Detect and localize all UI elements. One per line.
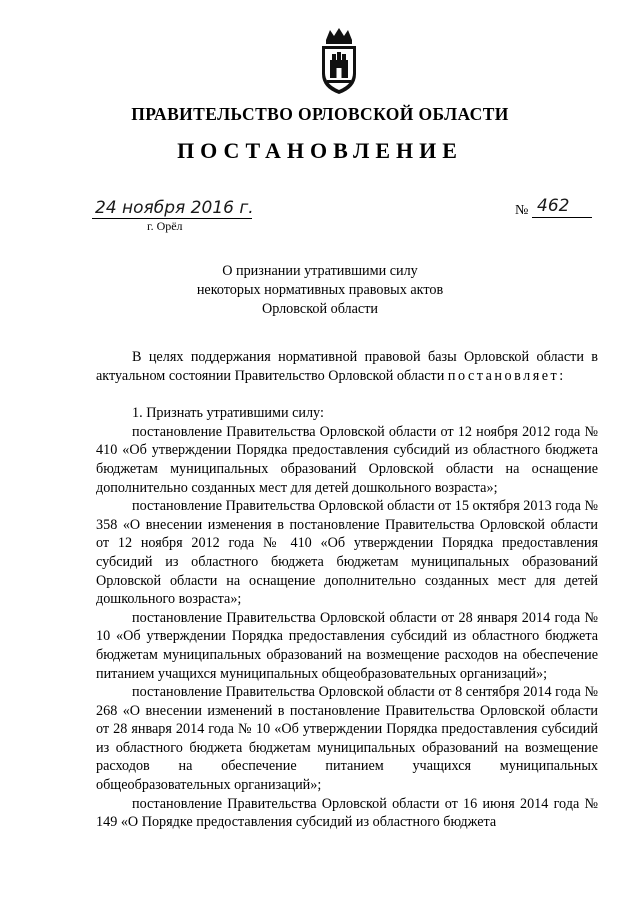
coat-of-arms-emblem bbox=[318, 26, 360, 96]
act-paragraph: постановление Правительства Орловской области от 16 июня 2014 года № 149 «О Порядке предоставления субсидий из областного бюджета bbox=[96, 795, 598, 831]
organization-title: ПРАВИТЕЛЬСТВО ОРЛОВСКОЙ ОБЛАСТИ bbox=[131, 104, 509, 124]
act-paragraph: постановление Правительства Орловской области от 15 октября 2013 года № 358 «О внесении изменения в постановление Правительства Орловской области от 12 ноября 2012 года № 410 «Об утверждении Порядка предоставления субсидий из областного бюджета бюджетам муниципальных образований Орловской области на оснащение дополнительно созданных мест для детей дошкольного возраста»; bbox=[96, 498, 598, 608]
subject-line: некоторых нормативных правовых актов bbox=[196, 282, 444, 298]
item-1: 1. Признать утратившими силу: bbox=[132, 405, 324, 422]
document-body bbox=[96, 348, 598, 832]
act-paragraph: постановление Правительства Орловской области от 8 сентября 2014 года № 268 «О внесении изменений в постановление Правительства Орловской области от 28 января 2014 года № 10 «Об утверждении Порядка предоставления субсидий из областного бюджета бюджетам муниципальных образований на возмещение расходов на обеспечение питанием учащихся муниципальных общеобразовательных организаций»; bbox=[96, 684, 598, 794]
handwritten-date: 24 ноября 2016 г. bbox=[95, 198, 254, 218]
preamble-paragraph bbox=[96, 348, 598, 385]
act-paragraph: постановление Правительства Орловской области от 12 ноября 2012 года № 410 «Об утверждении Порядка предоставления субсидий из областного бюджета бюджетам муниципальных образований Орловской области на оснащение дополнительно созданных мест для детей дошкольного возраста»; bbox=[96, 423, 598, 496]
subject-line: Орловской области bbox=[261, 301, 379, 317]
document-subject bbox=[0, 262, 640, 319]
number-underline bbox=[532, 217, 592, 218]
preamble-verb: постановляет: bbox=[447, 367, 566, 384]
preamble-text: В целях поддержания нормативной правовой базы Орловской области в актуальном состоянии Правительство Орловской области bbox=[96, 349, 598, 384]
document-type: ПОСТАНОВЛЕНИЕ bbox=[177, 138, 463, 163]
act-paragraph: постановление Правительства Орловской области от 28 января 2014 года № 10 «Об утверждении Порядка предоставления субсидий из областного бюджета бюджетам муниципальных образований на возмещение расходов на обеспечение питанием учащихся муниципальных общеобразовательных организаций»; bbox=[96, 609, 598, 682]
subject-line: О признании утратившими силу bbox=[222, 263, 418, 279]
city: г. Орёл bbox=[147, 219, 183, 233]
handwritten-number: 462 bbox=[537, 196, 570, 216]
number-label: № bbox=[515, 203, 529, 218]
